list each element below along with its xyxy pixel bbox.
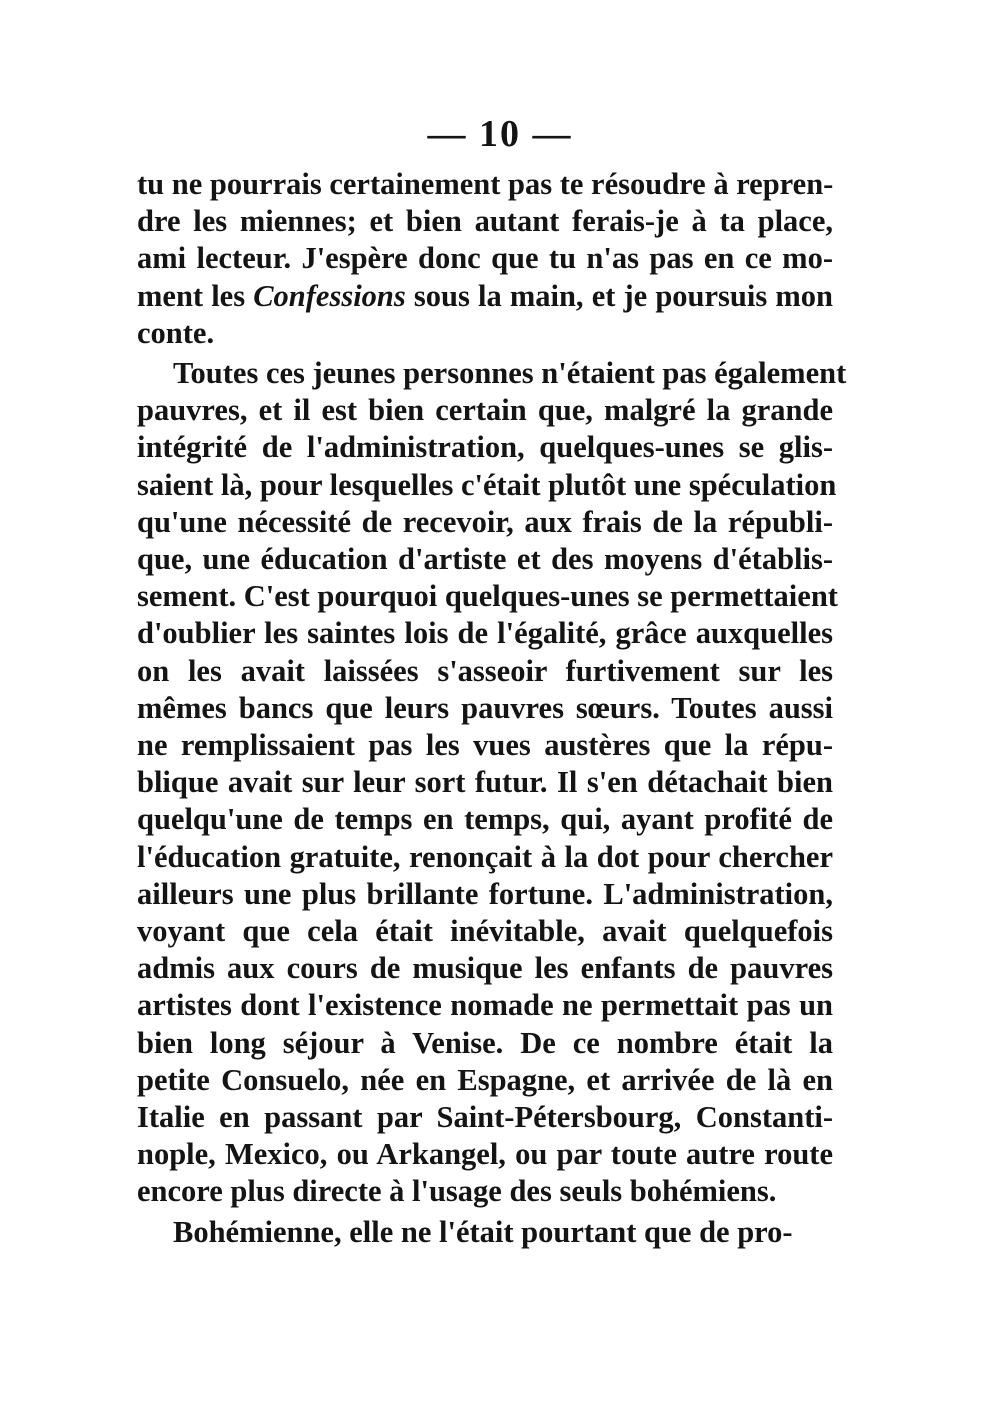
text-line: on les avait laissées s'asseoir furtivement sur les <box>137 653 833 688</box>
text-line: Bohémienne, elle ne l'était pourtant que de pro- <box>173 1214 793 1249</box>
text-line: dre les miennes; et bien autant ferais-je à ta place, <box>137 204 833 239</box>
text-line: quelqu'une de temps en temps, qui, ayant profité de <box>137 802 833 837</box>
text-line: qu'une nécessité de recevoir, aux frais de la républi- <box>137 504 833 539</box>
text-line: ami lecteur. J'espère donc que tu n'as pas en ce mo- <box>137 241 833 276</box>
text-line: sement. C'est pourquoi quelques-unes se permettaient <box>137 579 838 614</box>
text-line: Toutes ces jeunes personnes n'étaient pas également <box>173 356 847 391</box>
text-line: bien long séjour à Venise. De ce nombre était la <box>137 1025 833 1060</box>
text-line: voyant que cela était inévitable, avait quelquefois <box>137 914 833 949</box>
text-line: ne remplissaient pas les vues austères que la répu- <box>137 728 833 763</box>
body-text <box>137 166 847 1251</box>
text-line: intégrité de l'administration, quelques-unes se glis- <box>137 430 833 465</box>
text-line: nople, Mexico, ou Arkangel, ou par toute autre route <box>137 1137 833 1172</box>
book-title: Confessions <box>253 278 406 313</box>
paragraph <box>137 1214 833 1251</box>
paragraph <box>137 166 833 352</box>
paragraph <box>137 355 847 1211</box>
text-line: encore plus directe à l'usage des seuls bohémiens. <box>137 1174 777 1209</box>
text-line: pauvres, et il est bien certain que, malgré la grande <box>137 393 833 428</box>
text-line: saient là, pour lesquelles c'était plutôt une spéculation <box>137 467 837 502</box>
text-line: ailleurs une plus brillante fortune. L'administration, <box>137 876 833 911</box>
text-line: blique avait sur leur sort futur. Il s'en détachait bien <box>137 765 833 800</box>
text-line: tu ne pourrais certainement pas te résoudre à repren- <box>137 167 834 201</box>
text-line: admis aux cours de musique les enfants de pauvres <box>137 951 833 986</box>
text-line: petite Consuelo, née en Espagne, et arrivée de là en <box>137 1062 833 1097</box>
line-segment: ment les <box>137 278 254 313</box>
text-line: Italie en passant par Saint-Pétersbourg, Constanti- <box>137 1100 833 1135</box>
text-line <box>137 278 833 315</box>
text-line: artistes dont l'existence nomade ne permettait pas un <box>137 988 833 1023</box>
text-line: conte. <box>137 315 215 350</box>
line-segment: sous la main, et je poursuis mon <box>405 278 833 313</box>
page-number: — 10 — <box>427 113 573 155</box>
text-line: mêmes bancs que leurs pauvres sœurs. Toutes aussi <box>137 690 833 725</box>
text-line: d'oublier les saintes lois de l'égalité, grâce auxquelles <box>137 616 833 651</box>
text-line: que, une éducation d'artiste et des moyens d'établis- <box>137 542 833 577</box>
text-line: l'éducation gratuite, renonçait à la dot pour chercher <box>137 839 833 874</box>
